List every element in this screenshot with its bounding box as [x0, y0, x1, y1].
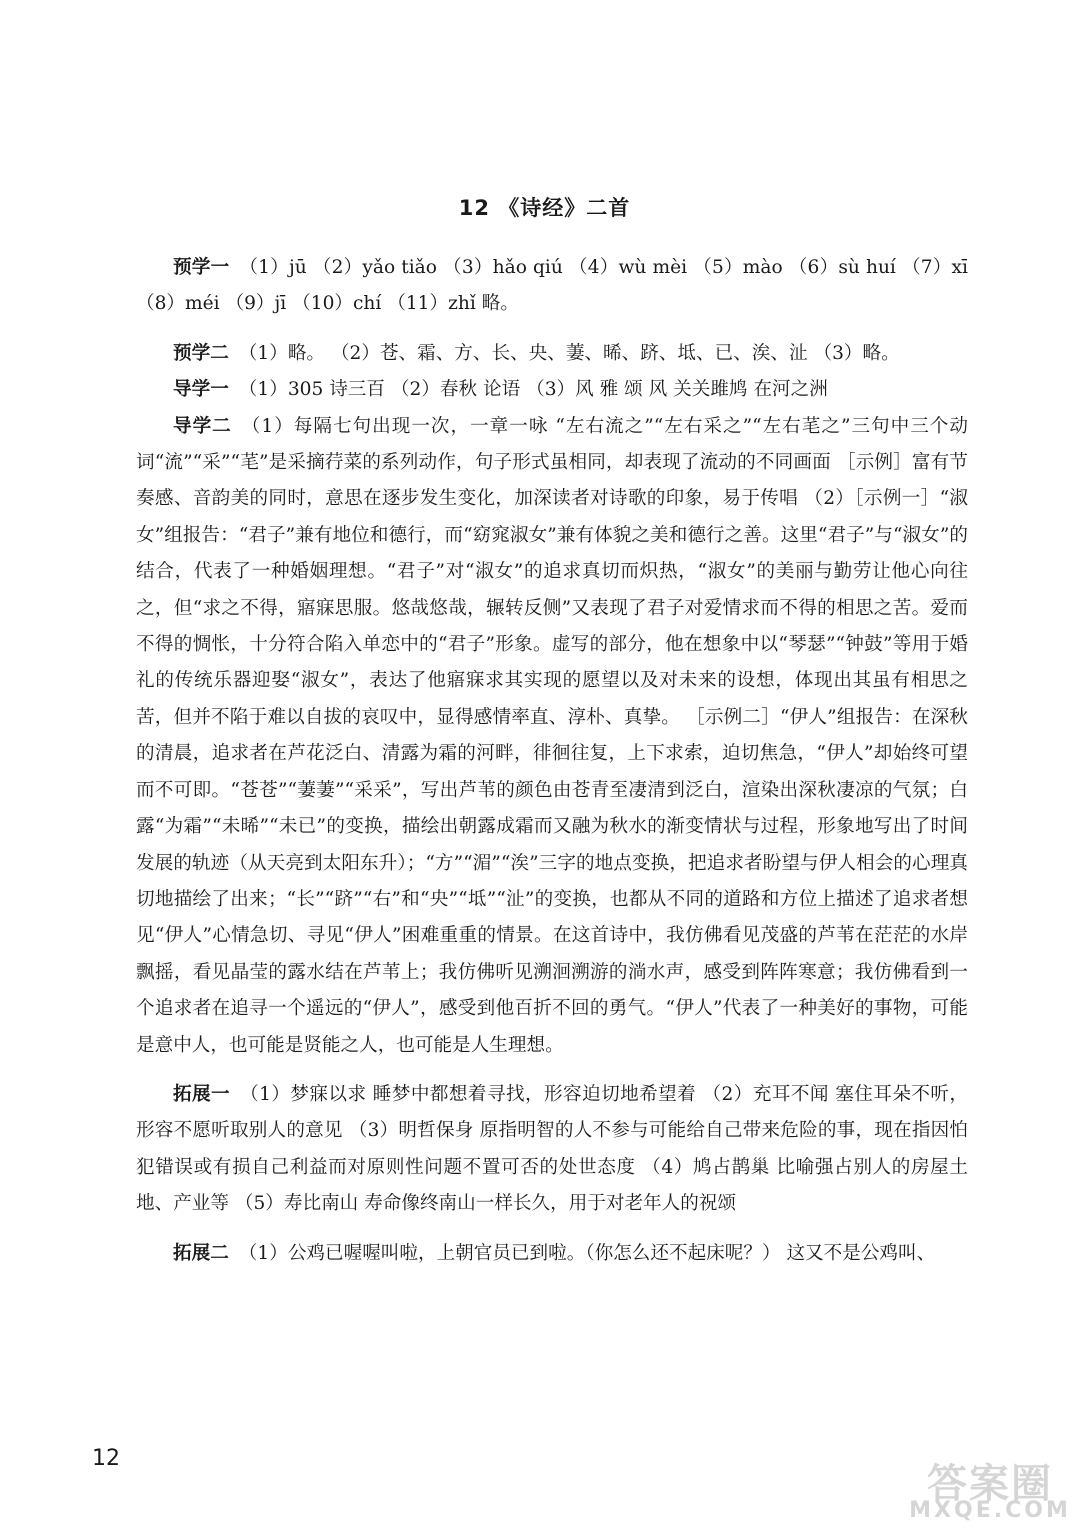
section-label: 导学一	[173, 379, 229, 401]
paragraph-tuozhan-2	[136, 1236, 968, 1272]
page-number: 12	[92, 1446, 120, 1471]
paragraph-text: （1）每隔七句出现一次，一章一咏 “左右流之”“左右采之”“左右芼之”三句中三个动词“流”“采”“芼”是采摘荇菜的系列动作，句子形式虽相同，却表现了流动的不同画面 ［示例］富有节奏感、音韵美的同时，意思在逐步发生变化，加深读者对诗歌的印象，易于传唱 （2）［示例一］“淑女”组报告：“君子”兼有地位和德行，而“窈窕淑女”兼有体貌之美和德行之善。这里“君子”与“淑女”的结合，代表了一种婚姻理想。“君子”对“淑女”的追求真切而炽热，“淑女”的美丽与勤劳让他心向往之，但“求之不得，寤寐思服。悠哉悠哉，辗转反侧”又表现了君子对爱情求而不得的相思之苦。爱而不得的惆怅，十分符合陷入单恋中的“君子”形象。虚写的部分，他在想象中以“琴瑟”“钟鼓”等用于婚礼的传统乐器迎娶“淑女”，表达了他寤寐求其实现的愿望以及对未来的设想，体现出其虽有相思之苦，但并不陷于难以自拔的哀叹中，显得感情率直、淳朴、真挚。 ［示例二］“伊人”组报告：在深秋的清晨，追求者在芦花泛白、清露为霜的河畔，徘徊往复，上下求索，迫切焦急，“伊人”却始终可望而不可即。“苍苍”“萋萋”“采采”，写出芦苇的颜色由苍青至凄清到泛白，渲染出深秋凄凉的气氛；白露“为霜”“未晞”“未已”的变换，描绘出朝露成霜而又融为秋水的渐变情状与过程，形象地写出了时间发展的轨迹（从天亮到太阳东升）；“方”“湄”“涘”三字的地点变换，把追求者盼望与伊人相会的心理真切地描绘了出来；“长”“跻”“右”和“央”“坻”“沚”的变换，也都从不同的道路和方位上描述了追求者想见“伊人”心情急切、寻见“伊人”困难重重的情景。在这首诗中，我仿佛看见茂盛的芦苇在茫茫的水岸飘摇，看见晶莹的露水结在芦苇上；我仿佛听见溯洄溯游的淌水声，感受到阵阵寒意；我仿佛看到一个追求者在追寻一个遥远的“伊人”，感受到他百折不回的勇气。“伊人”代表了一种美好的事物，可能是意中人，也可能是贤能之人，也可能是人生理想。	[136, 415, 968, 1056]
paragraph-text: （1）公鸡已喔喔叫啦，上朝官员已到啦。（你怎么还不起床呢？） 这又不是公鸡叫、	[238, 1242, 936, 1264]
paragraph-text: （1）305 诗三百 （2）春秋 论语 （3）风 雅 颂 风 关关雎鸠 在河之洲	[238, 379, 828, 401]
paragraph-daoxue-2	[136, 409, 968, 1064]
answer-body	[136, 250, 968, 1272]
paragraph-tuozhan-1	[136, 1077, 968, 1223]
section-label: 预学二	[173, 342, 229, 364]
section-label: 拓展一	[173, 1083, 231, 1105]
paragraph-yuxue-2	[136, 336, 968, 372]
lesson-title: 12 《诗经》二首	[458, 196, 631, 220]
watermark-logo	[905, 1448, 1075, 1528]
paragraph-text: （1）梦寐以求 睡梦中都想着寻找，形容迫切地希望着 （2）充耳不闻 塞住耳朵不听，形容不愿听取别人的意见 （3）明哲保身 原指明智的人不参与可能给自己带来危险的事，现在指因怕犯错误或有损自己利益而对原则性问题不置可否的处世态度 （4）鸠占鹊巢 比喻强占别人的房屋土地、产业等 （5）寿比南山 寿命像终南山一样长久，用于对老年人的祝颂	[136, 1083, 968, 1215]
paragraph-text: （1）略。 （2）苍、霜、方、长、央、萋、晞、跻、坻、已、涘、沚 （3）略。	[238, 342, 900, 364]
section-label: 预学一	[173, 257, 230, 278]
watermark-url: MXQE.COM	[909, 1498, 1071, 1523]
paragraph-text: （1）jū （2）yǎo tiǎo （3）hǎo qiú （4）wù mèi （5）mào （6）sù huí （7）xī （8）méi （9）jī （10）chí （11）zhǐ 略。	[136, 257, 968, 315]
paragraph-daoxue-1	[136, 372, 968, 408]
section-label: 导学二	[173, 415, 232, 437]
paragraph-yuxue-1	[136, 250, 968, 323]
section-label: 拓展二	[173, 1242, 229, 1264]
watermark-text: 答案圈	[927, 1461, 1053, 1507]
